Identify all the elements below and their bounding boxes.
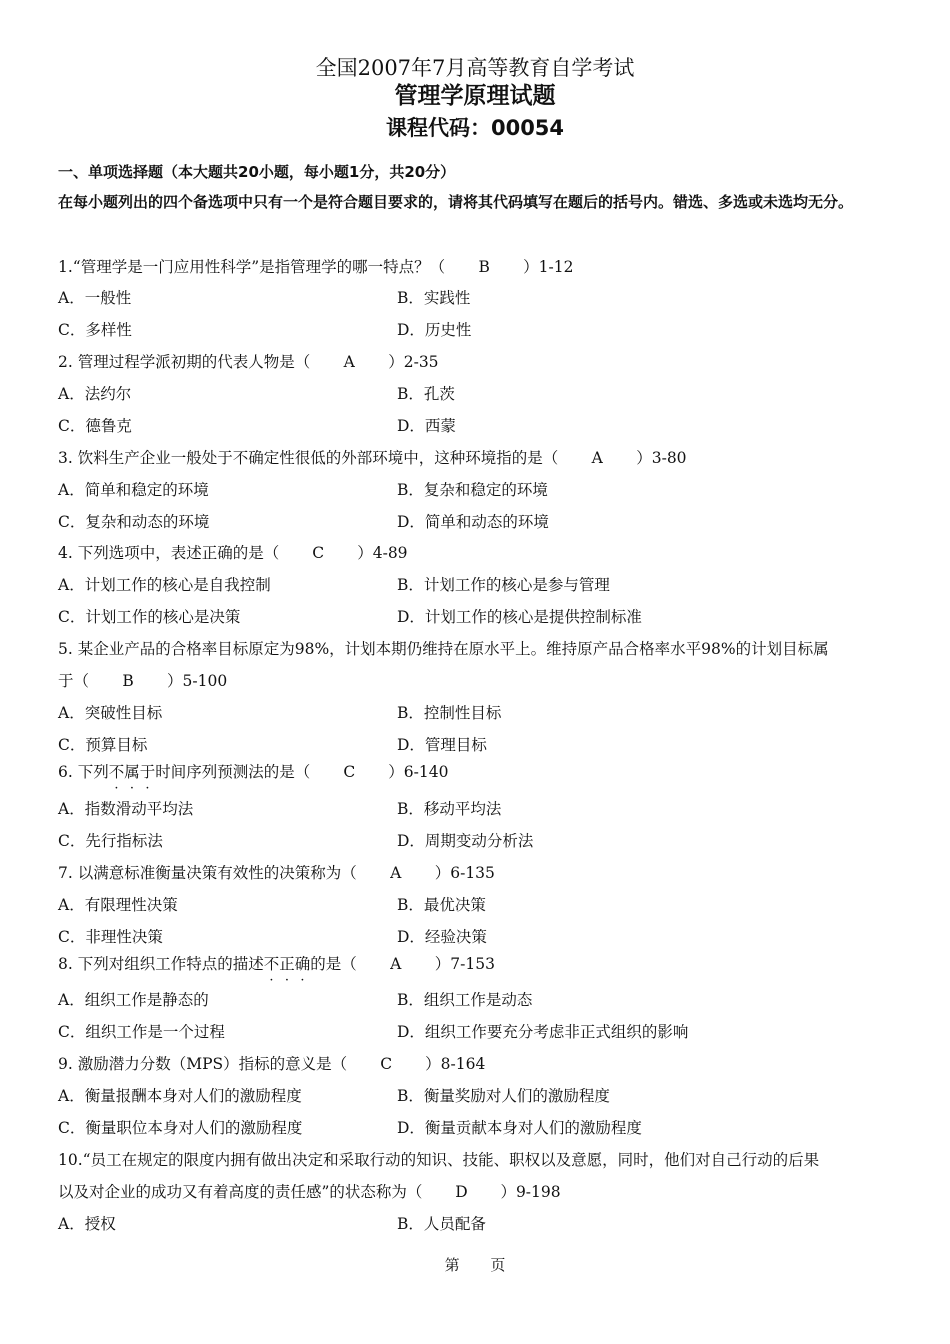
- question-stem: 3. 饮料生产企业一般处于不确定性很低的外部环境中，这种环境指的是（ A ）3-80: [58, 449, 687, 467]
- question-stem: 5. 某企业产品的合格率目标原定为98%，计划本期仍维持在原水平上。维持原产品合格率水平98%的计划目标属: [58, 640, 829, 658]
- option-d: D．衡量贡献本身对人们的激励程度: [397, 1119, 642, 1137]
- option-d: D．经验决策: [397, 928, 487, 946]
- option-c: C．复杂和动态的环境: [58, 513, 210, 531]
- question-stem: 6. 下列不属于时间序列预测法的是（ C ）6-140: [58, 763, 449, 781]
- question-stem: 1.“管理学是一门应用性科学”是指管理学的哪一特点？（ B ）1-12: [58, 258, 574, 276]
- question-stem: 9. 激励潜力分数（MPS）指标的意义是（ C ）8-164: [58, 1055, 486, 1073]
- option-b: B．最优决策: [397, 896, 486, 914]
- option-d: D．组织工作要充分考虑非正式组织的影响: [397, 1023, 689, 1041]
- emphasis-char: 于: [139, 763, 156, 781]
- option-b: B．复杂和稳定的环境: [397, 481, 548, 499]
- answer: C: [343, 763, 356, 781]
- option-c: C．多样性: [58, 321, 132, 339]
- emphasis-char: 不: [108, 763, 125, 781]
- option-c: C．德鲁克: [58, 417, 132, 435]
- option-a: A．指数滑动平均法: [58, 800, 194, 818]
- section-instructions: 在每小题列出的四个备选项中只有一个是符合题目要求的，请将其代码填写在题后的括号内。错选、多选或未选均无分。: [58, 193, 854, 211]
- option-d: D．简单和动态的环境: [397, 513, 549, 531]
- option-b: B．组织工作是动态: [397, 991, 533, 1009]
- question-stem: 2. 管理过程学派初期的代表人物是（ A ）2-35: [58, 353, 439, 371]
- option-b: B．人员配备: [397, 1215, 486, 1233]
- option-a: A．衡量报酬本身对人们的激励程度: [58, 1087, 302, 1105]
- option-d: D．西蒙: [397, 417, 456, 435]
- question-stem-continued: 于（ B ）5-100: [58, 672, 228, 690]
- option-a: A．组织工作是静态的: [58, 991, 209, 1009]
- option-c: C．衡量职位本身对人们的激励程度: [58, 1119, 303, 1137]
- option-a: A．一般性: [58, 289, 132, 307]
- option-b: B．孔茨: [397, 385, 455, 403]
- exam-title: 全国2007年7月高等教育自学考试: [315, 56, 635, 80]
- option-d: D．历史性: [397, 321, 472, 339]
- option-d: D．周期变动分析法: [397, 832, 534, 850]
- option-c: C．计划工作的核心是决策: [58, 608, 241, 626]
- option-b: B．实践性: [397, 289, 471, 307]
- option-c: C．组织工作是一个过程: [58, 1023, 225, 1041]
- question-stem: 8. 下列对组织工作特点的描述不正确的是（ A ）7-153: [58, 955, 495, 973]
- option-c: C．非理性决策: [58, 928, 163, 946]
- option-a: A．有限理性决策: [58, 896, 178, 914]
- page-footer: 第 页: [444, 1256, 506, 1274]
- option-d: D．计划工作的核心是提供控制标准: [397, 608, 642, 626]
- course-code: 课程代码：00054: [385, 116, 565, 140]
- emphasis-char: 确: [294, 955, 311, 973]
- answer: C: [312, 544, 325, 562]
- option-b: B．控制性目标: [397, 704, 502, 722]
- option-c: C．预算目标: [58, 736, 148, 754]
- answer: C: [380, 1055, 393, 1073]
- question-stem: 7. 以满意标准衡量决策有效性的决策称为（ A ）6-135: [58, 864, 495, 882]
- answer: A: [390, 864, 402, 882]
- answer: B: [122, 672, 134, 690]
- subject-title: 管理学原理试题: [394, 83, 556, 109]
- emphasis-char: 不: [263, 955, 280, 973]
- option-a: A．突破性目标: [58, 704, 163, 722]
- option-c: C．先行指标法: [58, 832, 163, 850]
- answer: B: [478, 258, 490, 276]
- answer: A: [591, 449, 603, 467]
- answer: D: [455, 1183, 468, 1201]
- option-a: A．简单和稳定的环境: [58, 481, 209, 499]
- option-a: A．法约尔: [58, 385, 132, 403]
- question-stem: 10.“员工在规定的限度内拥有做出决定和采取行动的知识、技能、职权以及意愿，同时，他们对自己行动的后果: [58, 1151, 820, 1169]
- question-stem-continued: 以及对企业的成功又有着高度的责任感”的状态称为（ D ）9-198: [58, 1183, 561, 1201]
- option-b: B．计划工作的核心是参与管理: [397, 576, 610, 594]
- answer: A: [390, 955, 402, 973]
- emphasis-char: 正: [279, 955, 295, 973]
- option-d: D．管理目标: [397, 736, 487, 754]
- option-a: A．计划工作的核心是自我控制: [58, 576, 271, 594]
- answer: A: [343, 353, 355, 371]
- section-title: 一、单项选择题（本大题共20小题，每小题1分，共20分）: [58, 163, 456, 181]
- option-b: B．移动平均法: [397, 800, 502, 818]
- option-b: B．衡量奖励对人们的激励程度: [397, 1087, 610, 1105]
- question-stem: 4. 下列选项中，表述正确的是（ C ）4-89: [58, 544, 408, 562]
- emphasis-char: 属: [124, 763, 140, 781]
- option-a: A．授权: [58, 1215, 116, 1233]
